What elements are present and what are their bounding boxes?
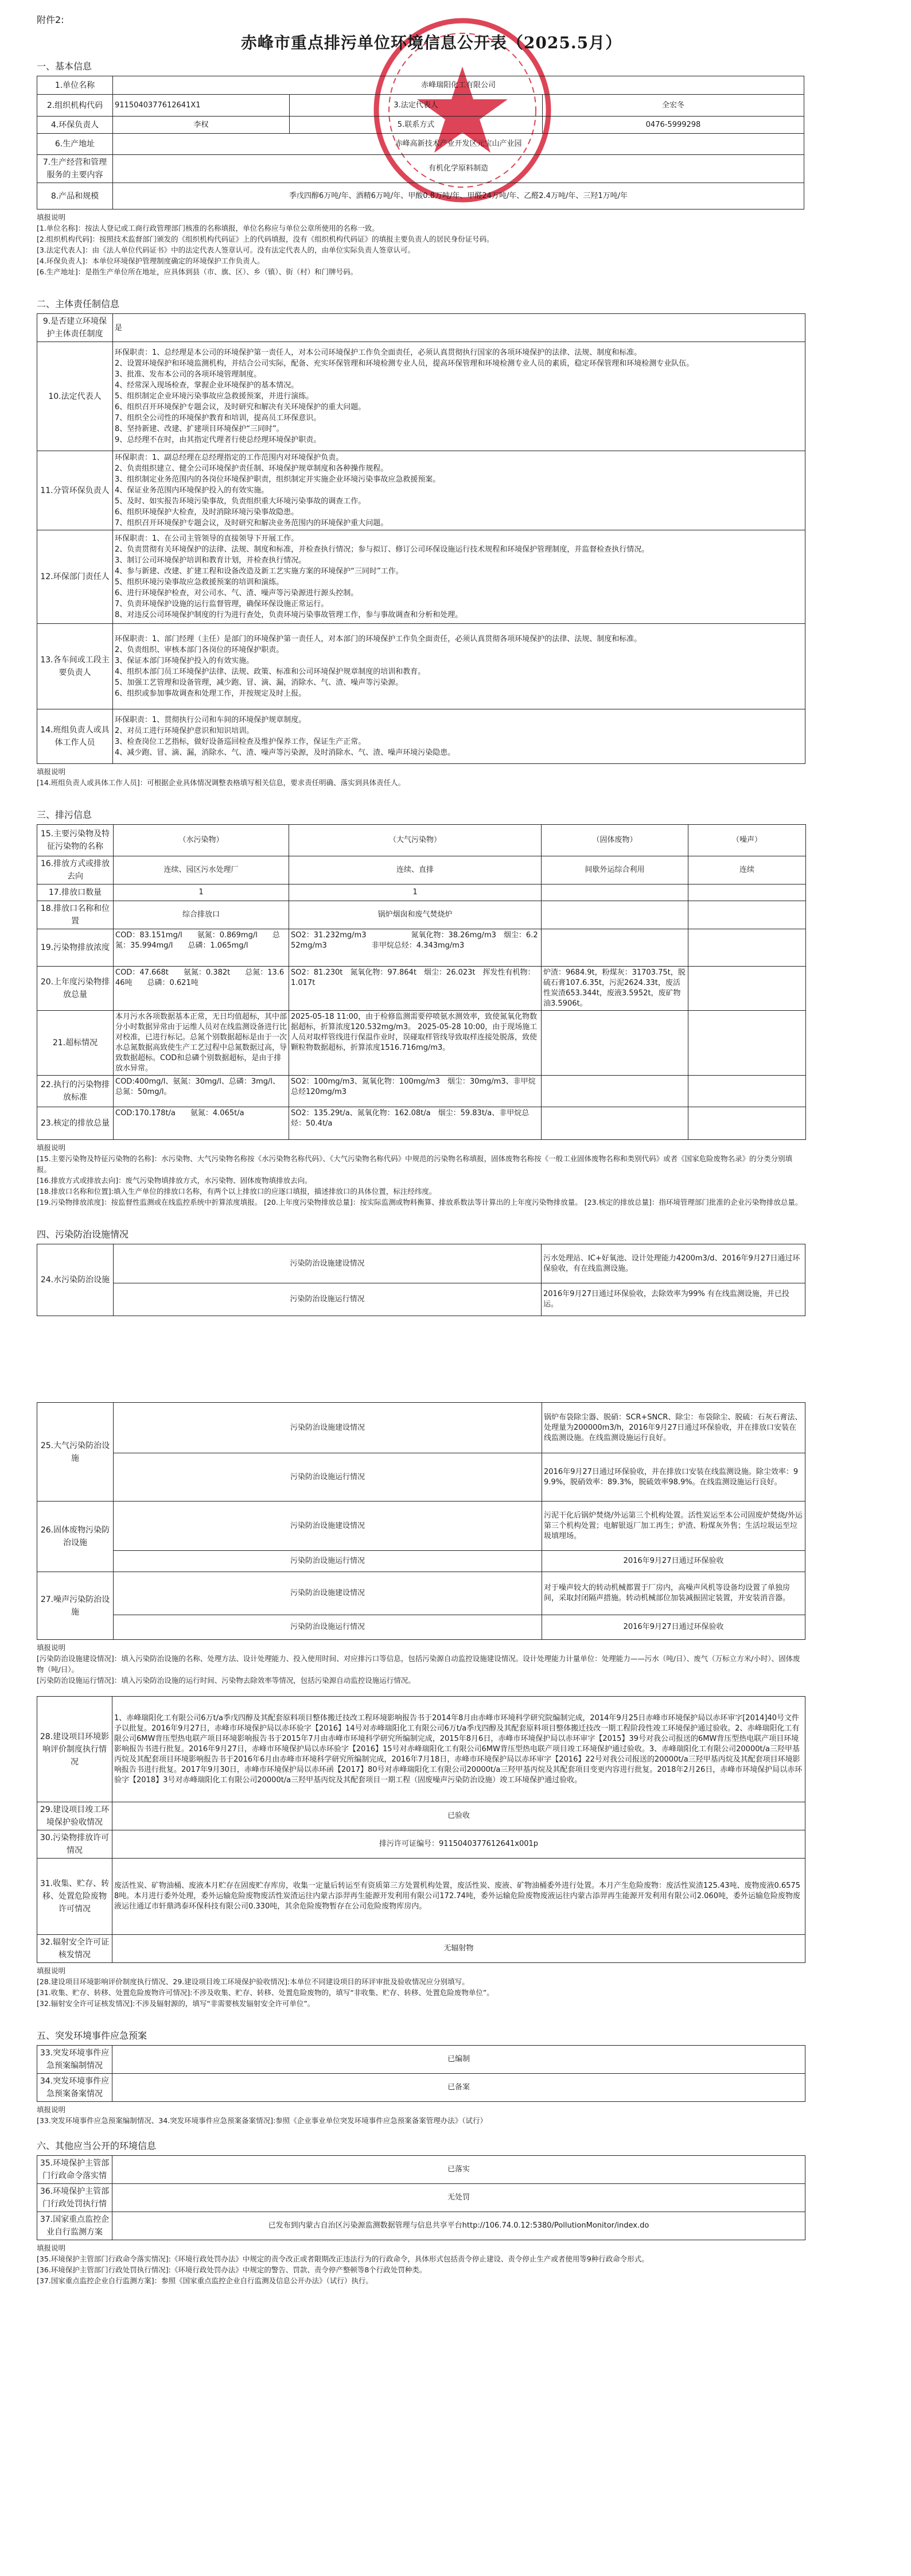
row-label: 27.噪声污染防治设施 xyxy=(37,1572,114,1640)
duty-line: 2、负责组织、审核本部门各岗位的环境保护职责。 xyxy=(115,646,284,654)
table-row xyxy=(37,1859,805,1935)
row-label: 16.排放方式或排放去向 xyxy=(37,856,114,884)
build-status-value: 污水处理站、IC+好氧池、设计处理能力4200m3/d、2016年9月27日通过环保验收，有在线监测设施。 xyxy=(542,1244,805,1283)
row-label: 19.污染物排放浓度 xyxy=(37,929,114,967)
business-label: 7.生产经营和管理服务的主要内容 xyxy=(37,155,113,183)
table-row xyxy=(37,1403,805,1453)
note-line: [6.生产地址]：是指生产单位所在地址，应具体到县（市、旗、区）、乡（镇）、街（村）和门牌号码。 xyxy=(37,267,358,276)
table-row xyxy=(37,183,804,210)
run-status-label: 污染防治设施运行情况 xyxy=(114,1551,542,1572)
duty-line: 环保职责：1、在公司主管领导的直接领导下开展工作。 xyxy=(115,534,299,543)
row-label: 37.国家重点监控企业自行监测方案 xyxy=(37,2212,112,2240)
duty-line: 6、进行环境保护检查，对公司水、气、渣、噪声等污染源进行源头控制。 xyxy=(115,589,359,598)
row-label: 13.各车间或工段主要负责人 xyxy=(37,624,113,709)
row-label: 22.执行的污染物排放标准 xyxy=(37,1076,114,1107)
table-row xyxy=(37,314,805,342)
section-4-heading: 四、污染防治设施情况 xyxy=(37,1229,129,1240)
note-line: [37.国家重点监控企业自行监测方案]：参照《国家重点监控企业自行监测及信息公开办法》（试行）执行。 xyxy=(37,2276,373,2285)
section-1-notes xyxy=(37,212,805,277)
row-label: 29.建设项目竣工环境保护验收情况 xyxy=(37,1802,112,1830)
duty-line: 5、及时、如实报告环境污染事故，负责组织重大环境污染事故的调查工作。 xyxy=(115,497,366,506)
row-label: 11.分管环保负责人 xyxy=(37,451,113,530)
table-row xyxy=(37,1830,805,1859)
facility-table xyxy=(37,1402,805,1640)
table-row xyxy=(37,2046,805,2074)
section-2-heading: 二、主体责任制信息 xyxy=(37,298,120,309)
notes-title: 填报说明 xyxy=(37,2244,66,2252)
note-line: [31.收集、贮存、转移、处置危险废物许可情况]:不涉及收集、贮存、转移、处置危险废物的，填写“非收集、贮存、转移、处置危险废物单位”。 xyxy=(37,1988,494,1997)
build-status-value: 对于噪声较大的转动机械都置于厂房内，高噪声风机等设备均设置了单独房间，采取封闭隔声措施。转动机械部位加装减振固定装置，并安装消音器。 xyxy=(542,1572,805,1615)
water-facility-table xyxy=(37,1244,805,1316)
noise-cell: （噪声） xyxy=(688,825,806,856)
duty-line: 5、加强工艺管理和设备管理，减少跑、冒、滴、漏，消除水、气、渣、噪声等污染源。 xyxy=(115,678,403,687)
table-row xyxy=(37,856,806,884)
table-row xyxy=(37,967,806,1011)
row-label: 17.排放口数量 xyxy=(37,884,114,901)
section-3-heading: 三、排污信息 xyxy=(37,809,92,820)
solid-waste-cell: （固体废物） xyxy=(542,825,688,856)
water-cell: 综合排放口 xyxy=(114,901,289,929)
section-6-notes xyxy=(37,2243,805,2286)
air-cell: SO2：100mg/m3、氮氧化物：100mg/m3 烟尘：30mg/m3、非甲烷总烃120mg/m3 xyxy=(289,1076,542,1107)
duty-text xyxy=(113,530,805,624)
duty-line: 4、减少跑、冒、滴、漏，消除水、气、渣、噪声等污染源，及时消除水、气、渣、噪声环境污染隐患。 xyxy=(115,748,456,757)
duty-line: 3、制订公司环境保护培训和教育计划，并检查执行情况。 xyxy=(115,556,306,565)
run-status-value: 2016年9月27日通过环保验收，并在排放口安装在线监测设施。除尘效率：99.9%，脱硝效率：89.3%，脱硫效率98.9%。在线监测设施运行良好。 xyxy=(542,1453,805,1502)
air-cell: 2025-05-18 11:00，由于检修监测需要停喷氨水测效率，致使氮氧化物数据超标，折算浓度120.532mg/m3。 2025-05-28 10:00，由于现场施工人员对取样管线进行保温作业时，误碰取样管线导致取样连接处脱落，致使颗粒物数据超标，折算浓度1516.716mg/m3。 xyxy=(289,1011,542,1076)
table-row xyxy=(37,1076,806,1107)
run-status-label: 污染防治设施运行情况 xyxy=(114,1283,542,1316)
noise-cell xyxy=(688,1076,806,1107)
row-label: 35.环境保护主管部门行政命令落实情 xyxy=(37,2156,112,2184)
run-status-value: 2016年9月27日通过环保验收，去除效率为99% 有在线监测设施，并已投运。 xyxy=(542,1283,805,1316)
duty-line: 4、组织本部门员工环境保护法律、法规、政策、标准和公司环境保护规章制度的培训和教育。 xyxy=(115,668,426,676)
contact-value: 0476-5999298 xyxy=(543,117,804,134)
noise-cell xyxy=(688,929,806,967)
row-value: 已备案 xyxy=(112,2074,805,2102)
note-line: [1.单位名称]：按法人登记或工商行政管理部门核准的名称填报，单位名称应与单位公章所使用的名称一致。 xyxy=(37,224,379,232)
noise-cell xyxy=(688,901,806,929)
duty-line: 是 xyxy=(115,323,123,332)
water-cell: 本月污水各项数据基本正常，无日均值超标，其中部分小时数据异常由于运维人员对在线监测设备进行比对校准，已进行标记。总氮个别数据超标是由于一次水总氮数据高致使生产工艺过程中总氮数据过高，导致数据超标。COD和总磷个别数据超标，是由于排放水异常。 xyxy=(114,1011,289,1076)
noise-cell xyxy=(688,884,806,901)
org-code-value: 9115040377612641X1 xyxy=(113,95,290,117)
other-info-table xyxy=(37,2155,805,2240)
duty-line: 4、经常深入现场检查，掌握企业环境保护的基本情况。 xyxy=(115,381,299,390)
duty-line: 9、总经理不在时，由其指定代理者行使总经理环境保护职责。 xyxy=(115,436,321,444)
org-code-label: 2.组织机构代码 xyxy=(37,95,113,117)
table-row xyxy=(37,1283,805,1316)
table-row xyxy=(37,884,806,901)
row-label: 9.是否建立环境保护主体责任制度 xyxy=(37,314,113,342)
address-value: 赤峰高新技术产业开发区元宝山产业园 xyxy=(113,134,804,155)
row-label: 15.主要污染物及特征污染物的名称 xyxy=(37,825,114,856)
duty-line: 6、组织环境保护大检查，及时消除环境污染事故隐患。 xyxy=(115,508,299,517)
duty-line: 环保职责：1、贯彻执行公司和车间的环境保护规章制度。 xyxy=(115,716,306,724)
note-line: [35.环境保护主管部门行政命令落实情况]:《环境行政处罚办法》中规定的责令改正或者限期改正违法行为的行政命令，具体形式包括责令停止建设、责令停止生产或者使用等9种行政命令形式。 xyxy=(37,2255,649,2263)
air-cell: SO2：81.230t 氮氧化物：97.864t 烟尘：26.023t 挥发性有机物：1.017t xyxy=(289,967,542,1011)
note-line: [污染防治设施运行情况]：填入污染防治设施的运行时间、污染物去除效率等情况，包括污染源自动监控设施运行情况。 xyxy=(37,1676,415,1685)
noise-cell xyxy=(688,1107,806,1140)
table-row xyxy=(37,2156,805,2184)
row-value: 无辐射物 xyxy=(112,1935,805,1963)
section-4-notes xyxy=(37,1642,805,1686)
solid-waste-cell: 间歇外运综合利用 xyxy=(542,856,688,884)
project-approval-table xyxy=(37,1696,805,1963)
notes-title: 填报说明 xyxy=(37,1143,66,1152)
attachment-label: 附件2: xyxy=(37,14,64,25)
water-cell: 1 xyxy=(114,884,289,901)
table-row xyxy=(37,825,806,856)
table-row xyxy=(37,1572,805,1615)
table-row xyxy=(37,709,805,764)
table-row xyxy=(37,451,805,530)
section-5-heading: 五、突发环境事件应急预案 xyxy=(37,2030,147,2041)
build-status-label: 污染防治设施建设情况 xyxy=(114,1502,542,1551)
row-label: 10.法定代表人 xyxy=(37,342,113,451)
table-row xyxy=(37,530,805,624)
row-label: 33.突发环境事件应急预案编制情况 xyxy=(37,2046,112,2074)
note-line: [18.排放口名称和位置]:填入生产单位的排放口名称，有两个以上排放口的应逐口填报，描述排放口的具体位置，标注经纬度。 xyxy=(37,1187,437,1196)
emission-table xyxy=(37,824,806,1140)
section-3-notes xyxy=(37,1142,805,1208)
basic-info-table xyxy=(37,76,804,210)
note-line: [4.环保负责人]：本单位环境保护管理制度确定的环境保护工作负责人。 xyxy=(37,257,264,265)
air-cell: SO2：135.29t/a、氮氧化物：162.08t/a 烟尘：59.83t/a、非甲烷总烃：50.4t/a xyxy=(289,1107,542,1140)
water-cell: COD:400mg/l、氨氮：30mg/l、总磷：3mg/l、总氮：50mg/l。 xyxy=(114,1076,289,1107)
emergency-plan-table xyxy=(37,2045,805,2102)
duty-line: 2、设置环境保护和环境监测机构，并结合公司实际，配备、充实环保管理和环境检测专业人员，提高环保管理和环境检测专业人员的素质，稳定环保管理和环境检测专业队伍。 xyxy=(115,359,694,368)
row-value: 已发布到内蒙古自治区污染源监测数据管理与信息共享平台http://106.74.0.12:5380/PollutionMonitor/index.do xyxy=(112,2212,805,2240)
duty-line: 环保职责：1、部门经理（主任）是部门的环境保护第一责任人，对本部门的环境保护工作负全面责任，必须认真贯彻各项环境保护的法律、法规、制度和标准。 xyxy=(115,635,642,643)
notes-title: 填报说明 xyxy=(37,1966,66,1975)
products-value: 季戊四醇6万吨/年、酒精6万吨/年、甲酸0.8万吨/年、甲醛24万吨/年、乙醛2.4万吨/年、三羟1万吨/年 xyxy=(113,183,804,210)
table-row xyxy=(37,1502,805,1551)
duty-text xyxy=(113,709,805,764)
row-label: 36.环境保护主管部门行政处罚执行情 xyxy=(37,2184,112,2212)
note-line: [2.组织机构代码]：按照技术监督部门颁发的《组织机构代码证》上的代码填报，没有《组织机构代码证》的填报主要负责人的居民身份证号码。 xyxy=(37,235,494,243)
legal-rep-value: 全宏冬 xyxy=(543,95,804,117)
solid-waste-cell xyxy=(542,1076,688,1107)
row-value: 已验收 xyxy=(112,1802,805,1830)
note-line: [15.主要污染物及特征污染物的名称]：水污染物、大气污染物名称按《水污染物名称代码》、《大气污染物名称代码》中规范的污染物名称填报，固体废物名称按《一般工业固体废物名称和类别代码》或者《国家危险废物名录》的分类分别填报。 xyxy=(37,1154,793,1174)
table-row xyxy=(37,117,804,134)
row-value: 已编制 xyxy=(112,2046,805,2074)
air-cell: SO2：31.232mg/m3 氮氧化物：38.26mg/m3 烟尘：6.252mg/m3 非甲烷总烃：4.343mg/m3 xyxy=(289,929,542,967)
row-label: 28.建设项目环境影响评价制度执行情况 xyxy=(37,1697,112,1802)
notes-title: 填报说明 xyxy=(37,2105,66,2114)
row-label: 20.上年度污染物排放总量 xyxy=(37,967,114,1011)
notes-title: 填报说明 xyxy=(37,1643,66,1652)
air-cell: 锅炉烟囱和废气焚烧炉 xyxy=(289,901,542,929)
table-row xyxy=(37,1551,805,1572)
duty-line: 环保职责：1、副总经理在总经理指定的工作范围内对环境保护负责。 xyxy=(115,453,344,462)
note-line: [32.辐射安全许可证核发情况]:不涉及辐射源的，填写“非需要核发辐射安全许可单位”。 xyxy=(37,1999,315,2008)
noise-cell xyxy=(688,967,806,1011)
unit-name-label: 1.单位名称 xyxy=(37,76,113,95)
row-value: 废活性炭、矿物油桶、废液本月贮存在固废贮存库房，收集一定量后转运至有资质第三方处置机构处置，废活性炭、废液、矿物油桶委外进行处置。本月产生危险废物：废活性炭渣125.43吨、废物废液0.65758吨。本月进行委外处理，委外运输危险废物废活性炭渣运往内蒙古添羿再生能源开发利用有限公司172.74吨，委外运输危险废物废液运往内蒙古添羿再生能源开发利用有限公司2.060吨，委外运输危险废物废液运往通辽市轩鼎鸿泰环保科技有限公司0.330吨，其余危险废物暂存在公司危险废物库房内。 xyxy=(112,1859,805,1935)
page-title: 赤峰市重点排污单位环境信息公开表（2025.5月） xyxy=(240,33,622,52)
run-status-label: 污染防治设施运行情况 xyxy=(114,1453,542,1502)
duty-line: 2、负责贯彻有关环境保护的法律、法规、制度和标准，并检查执行情况；参与拟订、修订公司环保设施运行技术规程和环境保护管理制度，并监督检查执行情况。 xyxy=(115,545,649,554)
water-cell: COD:170.178t/a 氨氮：4.065t/a xyxy=(114,1107,289,1140)
duty-line: 7、组织召开环境保护专题会议，及时研究和解决业务范围内的环境保护重大问题。 xyxy=(115,519,388,527)
duty-line: 3、保证本部门环境保护投入的有效实施。 xyxy=(115,657,254,665)
table-row xyxy=(37,155,804,183)
table-row xyxy=(37,134,804,155)
section-6-heading: 六、其他应当公开的环境信息 xyxy=(37,2140,157,2151)
note-line: [33.突发环境事件应急预案编制情况、34.突发环境事件应急预案备案情况]:参照《企业事业单位突发环境事件应急预案备案管理办法》（试行） xyxy=(37,2116,487,2125)
duty-line: 4、参与新建、改建、扩建工程和设备改造及新工艺实施方案的环境保护“三同时”工作。 xyxy=(115,567,403,576)
solid-waste-cell xyxy=(542,884,688,901)
build-status-label: 污染防治设施建设情况 xyxy=(114,1403,542,1453)
notes-title: 填报说明 xyxy=(37,767,66,776)
noise-cell: 连续 xyxy=(688,856,806,884)
section-2-notes xyxy=(37,766,805,788)
build-status-value: 污泥干化后锅炉焚烧/外运第三个机构处置。活性炭运至本公司固废炉焚烧/外运第三个机构处置；电解银返厂加工再生；炉渣、粉煤灰外售；生活垃圾运至垃圾填埋场。 xyxy=(542,1502,805,1551)
table-row xyxy=(37,1011,806,1076)
run-status-value: 2016年9月27日通过环保验收 xyxy=(542,1551,805,1572)
duty-line: 7、组织全公司性的环境保护教育和培训，提高员工环保意识。 xyxy=(115,414,321,422)
air-cell: 连续、直排 xyxy=(289,856,542,884)
air-cell: （大气污染物） xyxy=(289,825,542,856)
duty-line: 7、负责环境保护设施的运行监督管理，确保环保设施正常运行。 xyxy=(115,600,329,608)
water-cell: （水污染物） xyxy=(114,825,289,856)
solid-waste-cell xyxy=(542,1107,688,1140)
duty-line: 8、坚持新建、改建、扩建项目环境保护“三同时”。 xyxy=(115,425,284,433)
env-manager-label: 4.环保负责人 xyxy=(37,117,113,134)
row-label: 21.超标情况 xyxy=(37,1011,114,1076)
duty-line: 环保职责：1、总经理是本公司的环境保护第一责任人，对本公司环境保护工作负全面责任，必须认真贯彻执行国家的各项环境保护的法律、法规、制度和标准。 xyxy=(115,348,642,357)
row-label: 34.突发环境事件应急预案备案情况 xyxy=(37,2074,112,2102)
build-status-label: 污染防治设施建设情况 xyxy=(114,1244,542,1283)
table-row xyxy=(37,624,805,709)
solid-waste-cell: 炉渣：9684.9t，粉煤灰：31703.75t，脱硫石膏107.6.35t，污泥2624.33t，废活性炭渣653.344t，废液3.5952t，废矿物油3.5906t。 xyxy=(542,967,688,1011)
build-status-value: 锅炉布袋除尘器、脱硝：SCR+SNCR、除尘：布袋除尘、脱硫：石灰石膏法、处理量为200000m3/h，2016年9月27日通过环保验收，并在排放口安装在线监测设施。在线监测设施运行良好。 xyxy=(542,1403,805,1453)
table-row xyxy=(37,1697,805,1802)
row-label: 14.班组负责人或具体工作人员 xyxy=(37,709,113,764)
business-value: 有机化学原料制造 xyxy=(113,155,804,183)
table-row xyxy=(37,2212,805,2240)
row-label: 26.固体废物污染防治设施 xyxy=(37,1502,114,1572)
note-line: [14.班组负责人或具体工作人员]：可根据企业具体情况调整表格填写相关信息，要求责任明确、落实到具体责任人。 xyxy=(37,778,406,787)
row-label: 24.水污染防治设施 xyxy=(37,1244,114,1316)
duty-line: 3、组织制定业务范围内的各岗位环境保护职责，组织制定并实施企业环境污染事故应急救援预案。 xyxy=(115,475,441,484)
duty-line: 6、组织或参加事故调查和处理工作，并按规定及时上报。 xyxy=(115,689,306,698)
row-label: 18.排放口名称和位置 xyxy=(37,901,114,929)
row-label: 23.核定的排放总量 xyxy=(37,1107,114,1140)
row-value: 已落实 xyxy=(112,2156,805,2184)
note-line: [3.法定代表人]：由《法人单位代码证书》中的法定代表人签章认可。没有法定代表人的，由单位实际负责人签章认可。 xyxy=(37,246,415,254)
noise-cell xyxy=(688,1011,806,1076)
duty-line: 8、对违反公司环境保护制度的行为进行查处，负责环境污染事故管理工作，参与事故调查和分析和处理。 xyxy=(115,611,463,619)
table-row xyxy=(37,1244,805,1283)
products-label: 8.产品和规模 xyxy=(37,183,113,210)
duty-line: 5、组织环境污染事故应急救援预案的培训和演练。 xyxy=(115,578,284,587)
table-row xyxy=(37,1802,805,1830)
legal-rep-label: 3.法定代表人 xyxy=(290,95,543,117)
solid-waste-cell xyxy=(542,929,688,967)
water-cell: COD：47.668t 氨氮：0.382t 总氮：13.646吨 总磷：0.621吨 xyxy=(114,967,289,1011)
section-5-notes xyxy=(37,2104,805,2126)
run-status-value: 2016年9月27日通过环保验收 xyxy=(542,1615,805,1640)
duty-text xyxy=(113,624,805,709)
build-status-label: 污染防治设施建设情况 xyxy=(114,1572,542,1615)
note-line: [污染防治设施建设情况]：填入污染防治设施的名称、处理方法、设计处理能力、投入使用时间、对应排污口等信息，包括污染源自动监控设施建设情况。设计处理能力计量单位：处理能力——污水（吨/日）、废气（万标立方米/小时）、固体废物（吨/日）。 xyxy=(37,1654,800,1674)
unit-name-value: 赤峰瑞阳化工有限公司 xyxy=(113,76,804,95)
water-cell: 连续、园区污水处理厂 xyxy=(114,856,289,884)
row-label: 30.污染物排放许可情况 xyxy=(37,1830,112,1859)
note-line: [16.排放方式或排放去向]：废气污染物填排放方式，水污染物、固体废物填排放去向。 xyxy=(37,1176,312,1185)
table-row xyxy=(37,342,805,451)
duty-line: 6、组织召开环境保护专题会议，及时研究和解决有关环境保护的重大问题。 xyxy=(115,403,366,412)
table-row xyxy=(37,1453,805,1502)
air-cell: 1 xyxy=(289,884,542,901)
duty-line: 4、保证业务范围内环境保护投入的有效实施。 xyxy=(115,486,269,495)
row-label: 12.环保部门责任人 xyxy=(37,530,113,624)
contact-label: 5.联系方式 xyxy=(290,117,543,134)
note-line: [28.建设项目环境影响评价制度执行情况、29.建设项目竣工环境保护验收情况]:本单位不同建设项目的环评审批及验收情况应分别填写。 xyxy=(37,1977,469,1986)
approval-notes xyxy=(37,1965,805,2009)
row-label: 25.大气污染防治设施 xyxy=(37,1403,114,1502)
table-row xyxy=(37,2074,805,2102)
table-row xyxy=(37,1615,805,1640)
run-status-label: 污染防治设施运行情况 xyxy=(114,1615,542,1640)
row-value: 1、赤峰瑞阳化工有限公司6万t/a季戊四醇及其配套原料项目整体搬迁技改工程环境影响报告书于2014年8月由赤峰市环境科学研究院编制完成，2014年9月25日赤峰市环境保护局以赤环审字[2014]40号文件予以批复。2016年9月27日，赤峰市环境保护局以赤环验字【2016】14号对赤峰瑞阳化工有限公司6万t/a季戊四醇及其配套原料项目整体搬迁技改一期工程阶段性竣工环境保护通过验收。2、赤峰瑞阳化工有限公司6MW背压型热电联产项目环境影响报告书于2015年7月由赤峰市环境科学研究所编制完成，2015年8月6日，赤峰市环境保护局以赤环审字【2015】39号对我公司报送的6MW背压型热电联产项目环境影响报告书进行批复。2016年9月27日，赤峰市环境保护局以赤环验字【2016】15号对赤峰瑞阳化工有限公司6MW背压型热电联产项目竣工环境保护通过验收。3、赤峰瑞阳化工有限公司20000t/a三羟甲基丙烷及其配套项目环境影响报告书于2016年6月由赤峰市环境科学研究所编制完成，2016年7月18日，赤峰市环境保护局以赤环审字【2016】22号对我公司报送的20000t/a三羟甲基丙烷及其配套项目环境影响报告书进行批复。2017年9月30日，赤峰市环境保护局以赤环函【2017】80号对赤峰瑞阳化工有限公司20000t/a三羟甲基丙烷及其配套项目变更内容进行批复。2018年2月26日，赤峰市环境保护局以赤环验字【2018】3号对赤峰瑞阳化工有限公司20000t/a三羟甲基丙烷及其配套项目一期工程（固废噪声污染防治设施）竣工环境保护通过验收。 xyxy=(112,1697,805,1802)
address-label: 6.生产地址 xyxy=(37,134,113,155)
duty-text xyxy=(113,451,805,530)
table-row xyxy=(37,1107,806,1140)
solid-waste-cell xyxy=(542,1011,688,1076)
duty-line: 3、批准、发布本公司的各项环境管理制度。 xyxy=(115,370,262,379)
table-row xyxy=(37,2184,805,2212)
note-line: [36.环境保护主管部门行政处罚执行情况]:《环境行政处罚办法》中规定的警告、罚款、责令停产整顿等8个行政处罚种类。 xyxy=(37,2265,427,2274)
notes-title: 填报说明 xyxy=(37,213,66,222)
table-row xyxy=(37,76,804,95)
table-row xyxy=(37,929,806,967)
table-row xyxy=(37,1935,805,1963)
row-label: 32.辐射安全许可证核发情况 xyxy=(37,1935,112,1963)
note-line: [19.污染物排放浓度]：按监督性监测或在线监控系统中折算浓度填报。 [20.上年度污染物排放总量]：按实际监测或物料衡算、排放系数法等计算出的上年度污染物排放量。 [23.核定的排放总量]：指环境管理部门批准的企业污染物排放总量。 xyxy=(37,1198,803,1206)
table-row xyxy=(37,95,804,117)
table-row xyxy=(37,901,806,929)
duty-text xyxy=(113,342,805,451)
duty-line: 2、对员工进行环境保护意识和知识培训。 xyxy=(115,727,254,735)
row-value: 排污许可证编号：9115040377612641x001p xyxy=(112,1830,805,1859)
duty-text xyxy=(113,314,805,342)
row-value: 无处罚 xyxy=(112,2184,805,2212)
row-label: 31.收集、贮存、转移、处置危险废物许可情况 xyxy=(37,1859,112,1935)
section-1-heading: 一、基本信息 xyxy=(37,61,92,72)
duty-line: 5、组织制定企业环境污染事故应急救援预案，并进行演练。 xyxy=(115,392,314,401)
env-manager-value: 李权 xyxy=(113,117,290,134)
water-cell: COD：83.151mg/l 氨氮：0.869mg/l 总氮：35.994mg/l 总磷：1.065mg/l xyxy=(114,929,289,967)
solid-waste-cell xyxy=(542,901,688,929)
duty-line: 2、负责组织建立、健全公司环境保护责任制、环境保护规章制度和各种操作规程。 xyxy=(115,464,388,473)
duty-line: 3、检查岗位工艺指标，做好设备巡回检查及维护保养工作，保证生产正常。 xyxy=(115,738,366,746)
responsibility-table xyxy=(37,313,805,764)
